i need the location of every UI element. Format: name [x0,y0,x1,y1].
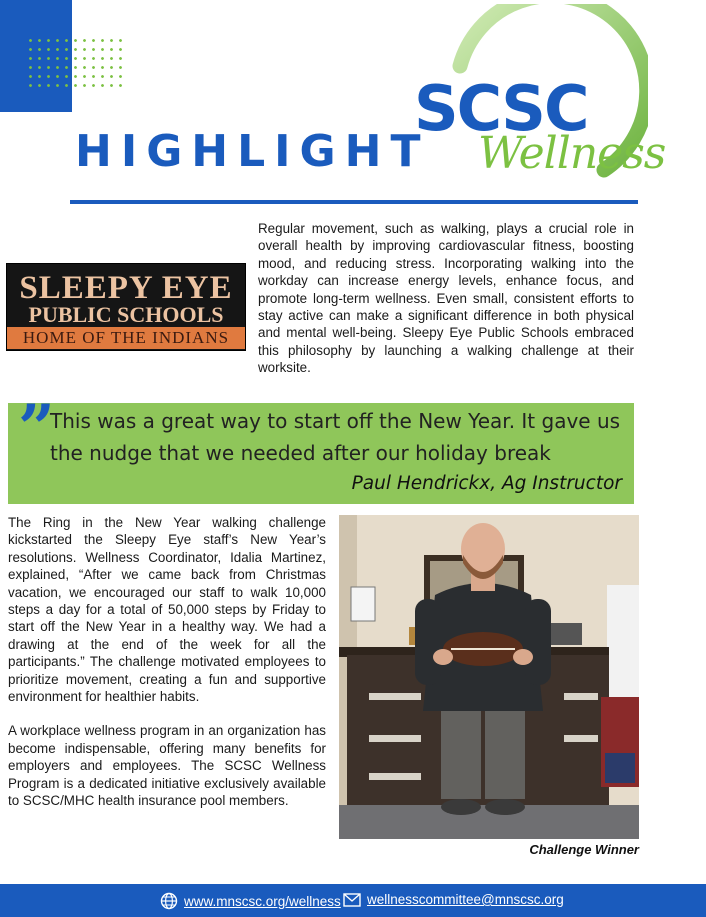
challenge-winner-photo [339,515,639,839]
quote-mark-icon: ” [18,391,55,466]
pull-quote [8,391,634,504]
logo-scsc-text: SCSC [414,72,588,145]
dot-pattern [26,36,126,92]
body-paragraph-2: A workplace wellness program in an organization has become indispensable, offering many benefits for employers and employees. The SCSC Wellness Program is a dedicated initiative exclusively available to SCSC/MHC health insurance pool members. [8,723,326,809]
photo-caption: Challenge Winner [529,842,639,857]
school-logo-line3: HOME OF THE INDIANS [22,328,230,347]
quote-text: This was a great way to start off the New Year. It gave us the nudge that we needed after our holiday break [50,409,621,465]
website-link[interactable]: www.mnscsc.org/wellness [184,893,341,909]
body-paragraph-1: The Ring in the New Year walking challenge kickstarted the Sleepy Eye staff’s New Year’s resolutions. Wellness Coordinator, Idalia Martinez, explained, “After we came back from Christmas vacation, we encouraged our staff to walk 10,000 steps a day for a total of 50,000 steps by Friday to start off the New Year in a healthy way. We had a drawing at the end of the week for all the participants.” The challenge motivated employees to prioritize movement, creating a fun and supportive environment for healthier habits. [8,515,326,705]
quote-author: Paul Hendrickx, Ag Instructor [351,473,622,494]
photo-illustration [339,515,639,839]
footer-email [343,892,564,907]
scsc-wellness-logo [408,4,666,194]
envelope-icon [343,893,361,907]
school-logo-line2: PUBLIC SCHOOLS [28,302,224,327]
header-divider [70,200,638,204]
footer-website [160,892,341,910]
email-link[interactable]: wellnesscommittee@mnscsc.org [367,892,564,907]
school-logo-line1: SLEEPY EYE [19,270,233,306]
sleepy-eye-school-logo [6,263,246,351]
page-title: HIGHLIGHT [75,126,430,177]
logo-wellness-text: Wellness [478,128,666,179]
intro-paragraph: Regular movement, such as walking, plays a crucial role in overall health by improving cardiovascular fitness, boosting mood, and reducing stress. Incorporating walking into the workday can increase energy levels, enhance focus, and promote long-term wellness. Even small, consistent efforts to stay active can make a significant difference in both physical and mental well-being. Sleepy Eye Public Schools embraced this philosophy by launching a walking challenge at their worksite. [258,221,634,376]
footer-bar [0,884,706,917]
article-body [8,514,326,827]
globe-icon [160,892,178,910]
